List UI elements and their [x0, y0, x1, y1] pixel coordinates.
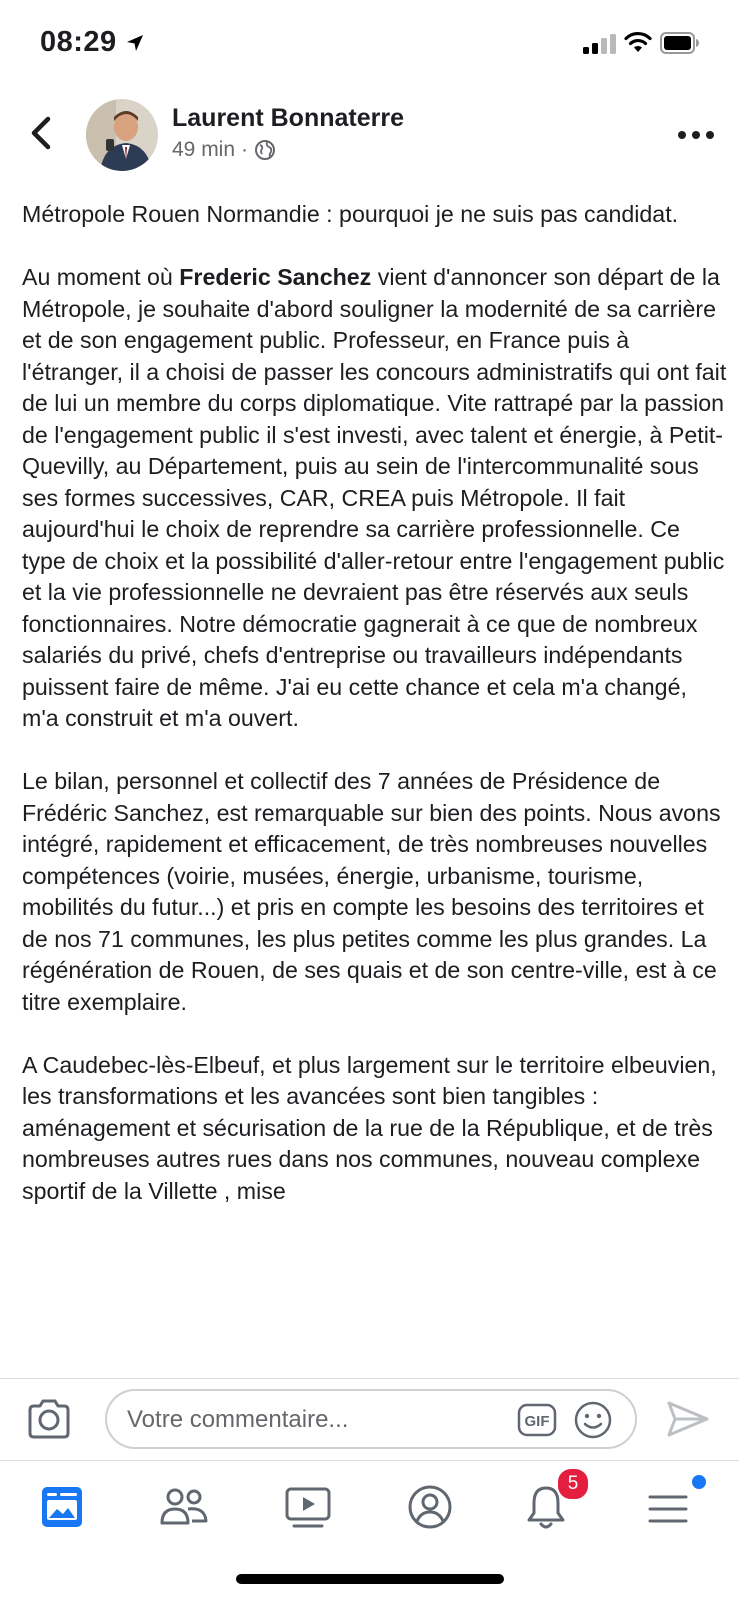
post-meta [172, 138, 276, 162]
paragraph-text: Le bilan, personnel et collectif des 7 années de Présidence de Frédéric Sanchez, est remarquable sur bien des points. Nous avons intégré, rapidement et efficacement, de très nombreuses nouvelles compétences (voirie, musées, énergie, urbanisme, tourisme, mobilités du futur...) et pris en compte les besoins des territoires et de nos 71 communes, les plus petites comme les plus grandes. La régénération de Rouen, de ses quais et de son centre-ville, est à ce titre exemplaire. [22, 768, 721, 1015]
gif-label: GIF [524, 1413, 550, 1430]
send-icon[interactable] [666, 1399, 710, 1439]
meta-separator: · [241, 138, 249, 161]
gif-icon[interactable] [517, 1403, 557, 1437]
post-paragraph [22, 199, 727, 231]
post-paragraph [22, 262, 727, 735]
wifi-icon [624, 30, 652, 54]
watch-icon [284, 1485, 332, 1529]
paragraph-text: A Caudebec-lès-Elbeuf, et plus largement sur le territoire elbeuvien, les transformations et les avancées sont bien tangibles : aménagement et sécurisation de la rue de la République, et de très nombreuses autres rues dans nos communes, nouveau complexe sportif de la Villette , mise [22, 1051, 717, 1204]
author-name[interactable]: Laurent Bonnaterre [172, 104, 404, 132]
post-header [0, 95, 739, 175]
paragraph-text: Métropole Rouen Normandie : pourquoi je ne suis pas candidat. [22, 201, 679, 227]
signal-icon [583, 34, 617, 54]
post-paragraph [22, 1050, 727, 1208]
nav-menu[interactable] [646, 1479, 710, 1535]
comment-input[interactable] [105, 1389, 637, 1449]
nav-friends[interactable] [152, 1479, 216, 1535]
battery-icon [660, 32, 700, 54]
comment-placeholder: Votre commentaire... [127, 1406, 349, 1433]
notifications-badge: 5 [556, 1467, 590, 1501]
nav-notifications[interactable] [522, 1473, 586, 1535]
nav-news-feed[interactable] [30, 1479, 94, 1535]
news-feed-icon [40, 1485, 84, 1529]
home-indicator [236, 1574, 504, 1584]
post-time[interactable]: 49 min [172, 138, 236, 161]
profile-icon [407, 1484, 453, 1530]
comment-bar [0, 1378, 739, 1461]
paragraph-text: vient d'annoncer son départ de la Métropole, je souhaite d'abord souligner la modernité de sa carrière et de son engagement public. Professeur, en France puis à l'étranger, il a choisi de passer les concours administratifs qui ont fait de lui un membre du corps diplomatique. Vite rattrapé par la passion de l'engagement public il s'est investi, avec talent et énergie, à Petit-Quevilly, au Département, puis au sein de l'intercommunalité sous ses formes successives, CAR, CREA puis Métropole. Il fait aujourd'hui le choix de reprendre sa carrière professionnelle. Ce type de choix et la possibilité d'aller-retour entre l'engagement public et la vie professionnelle ne devraient pas être réservés aux seuls fonctionnaires. Notre démocratie gagnerait à ce que de nombreux salariés du privé, chefs d'entreprise ou travailleurs indépendants puissent faire de même. J'ai eu cette chance et cela m'a changé, m'a construit et m'a ouvert. [22, 264, 727, 731]
menu-icon [646, 1489, 690, 1529]
nav-watch[interactable] [276, 1479, 340, 1535]
post-paragraph [22, 766, 727, 1018]
globe-icon [254, 139, 276, 161]
back-icon[interactable] [24, 113, 60, 153]
more-icon[interactable] [676, 125, 716, 145]
avatar-image [86, 99, 158, 171]
camera-icon[interactable] [26, 1398, 72, 1440]
menu-new-dot [692, 1475, 706, 1489]
emoji-icon[interactable] [573, 1400, 613, 1440]
status-time: 08:29 [40, 26, 117, 58]
mentioned-name[interactable]: Frederic Sanchez [179, 264, 372, 290]
friends-icon [158, 1485, 210, 1529]
avatar[interactable] [86, 99, 158, 171]
post-text [22, 199, 727, 1239]
nav-profile[interactable] [398, 1479, 462, 1535]
location-arrow-icon [125, 33, 145, 53]
status-bar [0, 0, 739, 88]
paragraph-text: Au moment où [22, 264, 180, 290]
